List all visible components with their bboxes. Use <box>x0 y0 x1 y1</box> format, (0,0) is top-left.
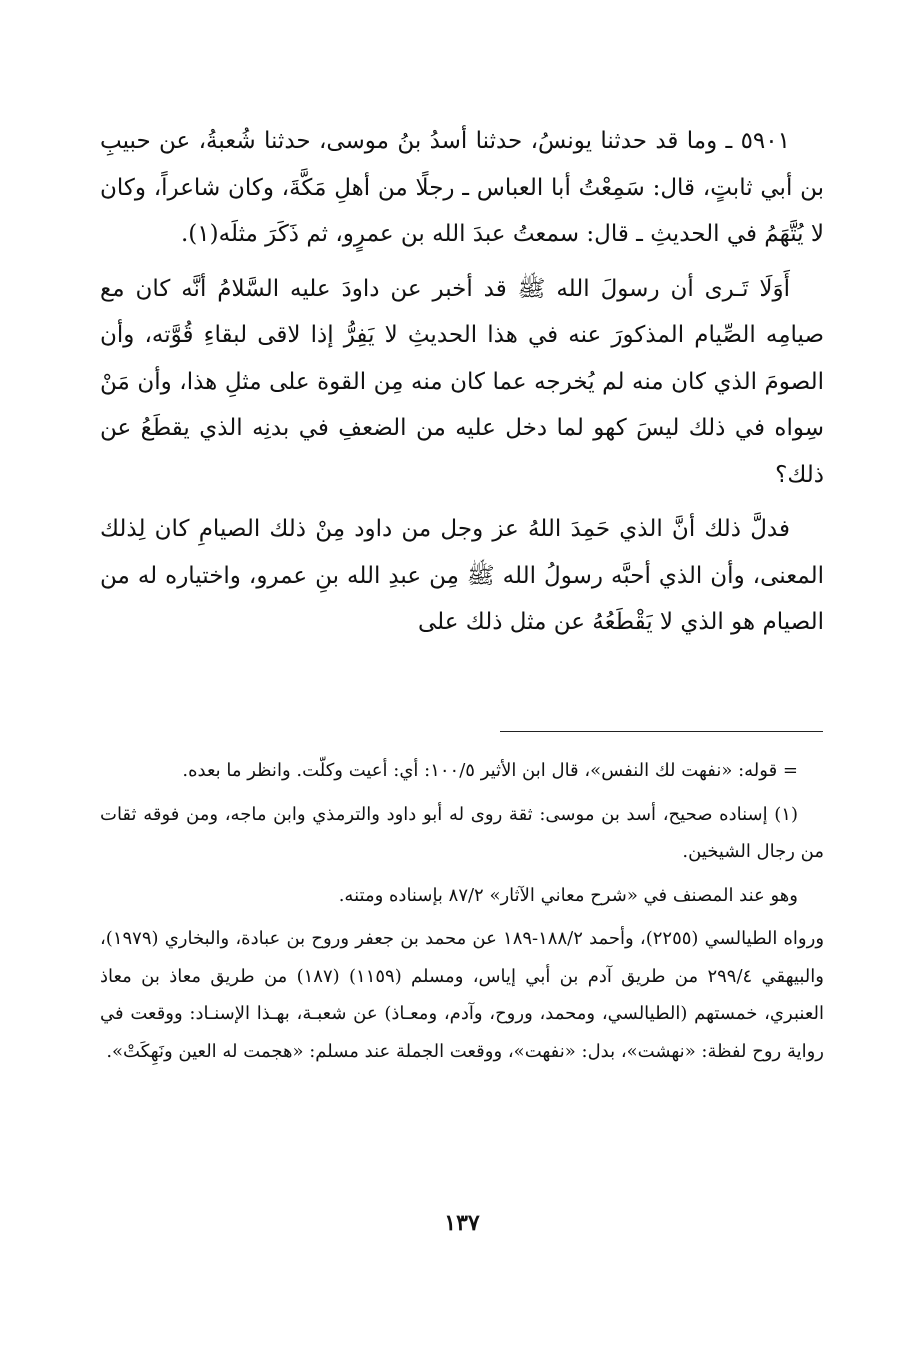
footnote-divider <box>500 731 823 732</box>
footnotes <box>100 752 824 1076</box>
footnote-1-source: وهو عند المصنف في «شرح معاني الآثار» ٨٧/٢ بإسناده ومتنه. <box>338 884 798 906</box>
footnote-1-narrations: ورواه الطيالسي (٢٢٥٥)، وأحمد ١٨٨/٢-١٨٩ عن محمد بن جعفر وروح بن عبادة، والبخاري (١٩٧٩)، والبيهقي ٢٩٩/٤ من طريق آدم بن أبي إياس، ومسلم (١١٥٩) (١٨٧) من طريق معاذ بن معاذ العنبري، خمستهم (الطيالسي، ومحمد، وروح، وآدم، ومعـاذ) عن شعبـة، بهـذا الإسنـاد: ووقعت في رواية روح لفظة: «نهشت»، بدل: «نفهت»، ووقعت الجملة عند مسلم: «هجمت له العين ونَهِكَتْ». <box>100 928 825 1062</box>
footnote-continuation: = قوله: «نفهت لك النفس»، قال ابن الأثير ١٠٠/٥: أي: أعيت وكلّت. وانظر ما بعده. <box>182 760 798 781</box>
page-number: ١٣٧ <box>444 1210 480 1236</box>
footnote-1: (١) إسناده صحيح، أسد بن موسى: ثقة روى له أبو داود والترمذي وابن ماجه، ومن فوقه ثقات من رجال الشيخين. <box>100 803 824 862</box>
commentary-paragraph: أَوَلَا تَـرى أن رسولَ الله ﷺ قد أخبر عن داودَ عليه السَّلامُ أنَّه كان مع صيامِه الصِّيام المذكورَ عنه في هذا الحديثِ لا يَفِرُّ إذا لاقى لبقاءِ قُوَّته، وأن الصومَ الذي كان منه لم يُخرجه عما كان منه مِن القوة على مثلِ هذا، وأن مَنْ سِواه في ذلك ليسَ كهو لما دخل عليه من الضعفِ في بدنِه الذي يقطَعُ عن ذلك؟ <box>100 275 824 488</box>
hadith-paragraph: ٥٩٠١ ـ وما قد حدثنا يونسُ، حدثنا أسدُ بنُ موسى، حدثنا شُعبةُ، عن حبيبِ بن أبي ثابتٍ، قال: سَمِعْتُ أبا العباس ـ رجلًا من أهلِ مَكَّةَ، وكان شاعراً، وكان لا يُتَّهَمُ في الحديثِ ـ قال: سمعتُ عبدَ الله بن عمرٍو، ثم ذَكَرَ مثلَه(١). <box>100 128 824 247</box>
commentary-paragraph: فدلَّ ذلك أنَّ الذي حَمِدَ اللهُ عز وجل من داود مِنْ ذلك الصيامِ كان لِذلك المعنى، وأن الذي أحبَّه رسولُ الله ﷺ مِن عبدِ الله بنِ عمرو، واختياره له من الصيام هو الذي لا يَقْطَعُهُ عن مثل ذلك على <box>100 516 824 635</box>
main-text <box>100 118 824 654</box>
